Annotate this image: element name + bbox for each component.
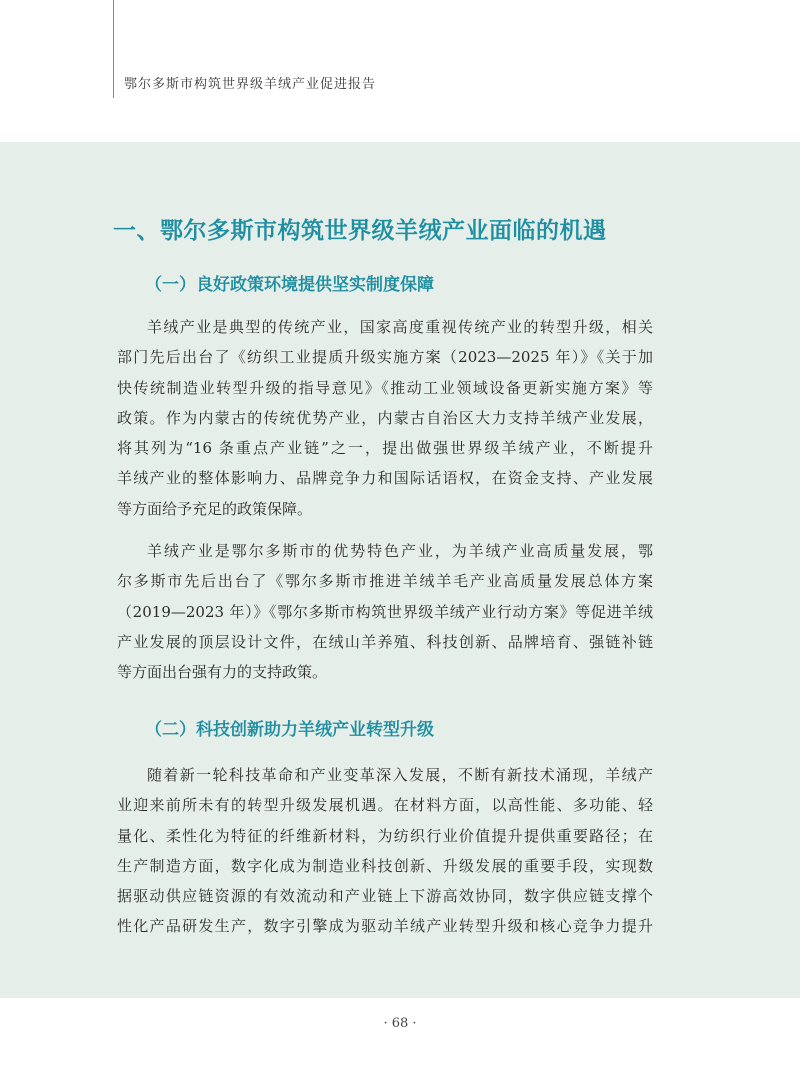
paragraph-line: 等方面出台强有力的支持政策。 [117, 663, 328, 682]
paragraph-line: 等方面给予充足的政策保障。 [117, 499, 313, 518]
subsection-heading-2: （二）科技创新助力羊绒产业转型升级 [145, 720, 434, 740]
paragraph-line: （2019—2023 年）》《鄂尔多斯市构筑世界级羊绒产业行动方案》等促进羊绒 [117, 602, 653, 621]
paragraph-line: 性化产品研发生产，数字引擎成为驱动羊绒产业转型升级和核心竞争力提升 [117, 917, 653, 936]
header-divider [113, 0, 114, 98]
paragraph-line: 据驱动供应链资源的有效流动和产业链上下游高效协同，数字供应链支撑个 [117, 887, 653, 906]
paragraph-line: 产业发展的顶层设计文件，在绒山羊养殖、科技创新、品牌培育、强链补链 [117, 632, 653, 651]
paragraph-line: 生产制造方面，数字化成为制造业科技创新、升级发展的重要手段，实现数 [117, 856, 653, 875]
paragraph-line: 羊绒产业的整体影响力、品牌竞争力和国际话语权，在资金支持、产业发展 [117, 469, 653, 488]
paragraph-line: 量化、柔性化为特征的纤维新材料，为纺织行业价值提升提供重要路径；在 [117, 826, 653, 845]
paragraph-line: 羊绒产业是典型的传统产业，国家高度重视传统产业的转型升级，相关 [147, 318, 653, 336]
paragraph-line: 尔多斯市先后出台了《鄂尔多斯市推进羊绒羊毛产业高质量发展总体方案 [117, 572, 653, 591]
paragraph-policy-environment [117, 312, 653, 524]
subsection-heading-1: （一）良好政策环境提供坚实制度保障 [145, 275, 434, 295]
paragraph-line: 羊绒产业是鄂尔多斯市的优势特色产业，为羊绒产业高质量发展，鄂 [147, 542, 653, 560]
running-header-title: 鄂尔多斯市构筑世界级羊绒产业促进报告 [124, 77, 377, 92]
paragraph-line: 业迎来前所未有的转型升级发展机遇。在材料方面，以高性能、多功能、轻 [117, 796, 653, 815]
paragraph-tech-innovation [117, 760, 653, 942]
paragraph-local-policy [117, 536, 653, 687]
paragraph-line: 随着新一轮科技革命和产业变革深入发展，不断有新技术涌现，羊绒产 [147, 766, 653, 784]
paragraph-line: 政策。作为内蒙古的传统优势产业，内蒙古自治区大力支持羊绒产业发展， [117, 408, 653, 427]
paragraph-line: 部门先后出台了《纺织工业提质升级实施方案（2023—2025 年）》《关于加 [117, 348, 653, 367]
section-heading: 一、鄂尔多斯市构筑世界级羊绒产业面临的机遇 [113, 218, 607, 244]
paragraph-line: 将其列为“16 条重点产业链”之一，提出做强世界级羊绒产业，不断提升 [117, 439, 653, 458]
paragraph-line: 快传统制造业转型升级的指导意见》《推动工业领域设备更新实施方案》等 [117, 378, 653, 397]
page-number: · 68 · [383, 1016, 417, 1031]
